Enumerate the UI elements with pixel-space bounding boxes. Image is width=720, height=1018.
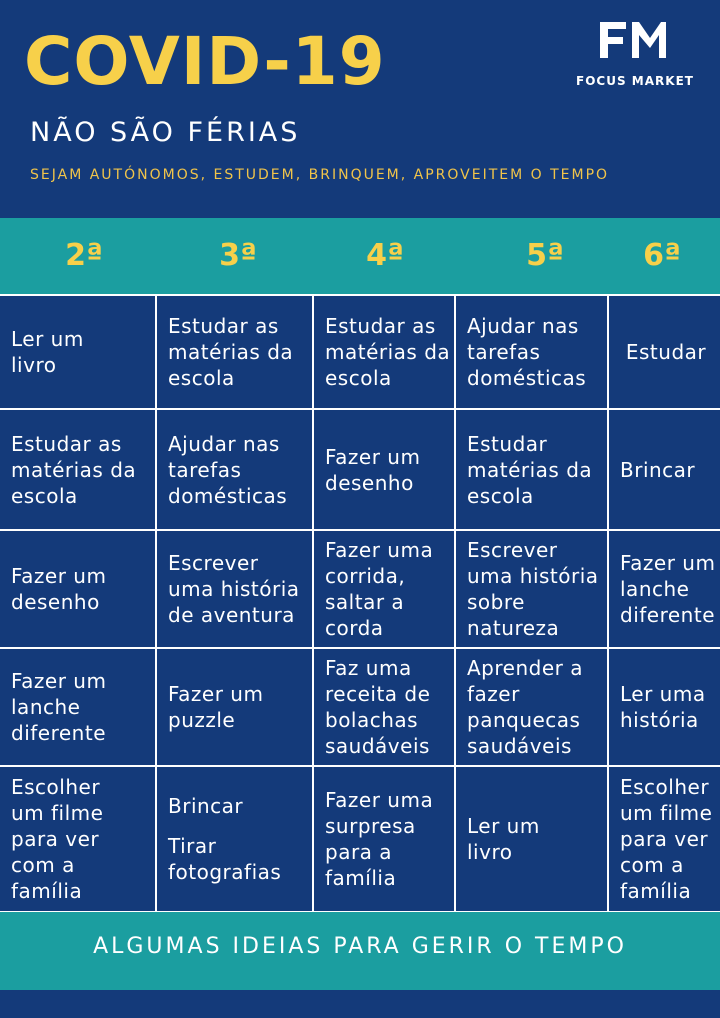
activity-text-line: um filme	[620, 801, 713, 825]
fm-logo-icon	[596, 18, 668, 62]
weekday-header: 6ª	[643, 238, 681, 273]
activity-text-line: Ler uma	[620, 682, 706, 706]
activity-text-line: escola	[11, 483, 78, 508]
activity-text-line: Fazer um	[11, 564, 107, 588]
activity-text-line: matérias da	[168, 340, 294, 364]
activity-text-line: história	[620, 708, 699, 732]
activity-text-line: livro	[467, 840, 513, 864]
activity-text-line: Brincar	[168, 794, 244, 818]
activity-text-line: livro	[11, 353, 57, 377]
activity-text-line: sobre	[467, 590, 525, 614]
activity-text-line: fotografias	[168, 860, 282, 884]
activity-text-line: Fazer uma	[325, 538, 434, 562]
activity-text-line: Estudar	[467, 431, 548, 456]
bottom-strip	[0, 990, 720, 1018]
activity-text-line: desenho	[11, 590, 100, 614]
activity-text-line: um filme	[11, 801, 104, 825]
activity-text-line: Aprender a	[467, 656, 583, 680]
activity-text-line: Ler um	[467, 814, 540, 838]
activity-text-line: Fazer um	[11, 669, 107, 693]
activity-text-line: Ajudar nas	[168, 431, 280, 456]
activity-text-line: Brincar	[620, 457, 696, 482]
activity-cell	[157, 410, 312, 529]
activity-text-line: puzzle	[168, 708, 236, 732]
activity-text-line: Fazer um	[168, 682, 264, 706]
activity-cell	[157, 531, 312, 647]
activity-text-line: Fazer uma	[325, 788, 434, 812]
activity-cell	[456, 649, 607, 765]
activity-text-line: de aventura	[168, 603, 295, 627]
activity-text-line: Estudar	[625, 340, 707, 364]
activity-text-line: Escolher	[11, 775, 101, 799]
activity-text-line: família	[620, 879, 692, 903]
activity-cell	[157, 649, 312, 765]
activity-text-line: saudáveis	[325, 734, 430, 758]
activity-text-line: escola	[168, 366, 235, 390]
activity-text-line: Ler um	[11, 327, 84, 351]
activity-text-line: fazer	[467, 682, 520, 706]
footer-text: ALGUMAS IDEIAS PARA GERIR O TEMPO	[93, 934, 627, 959]
activity-cell	[0, 410, 155, 529]
activity-cell	[609, 649, 720, 765]
activity-text-line: Estudar as	[325, 314, 436, 338]
activity-text-line: matérias da	[11, 457, 137, 482]
activity-text-line: matérias da	[467, 457, 593, 482]
activity-text-line: família	[325, 866, 397, 890]
activity-cell	[456, 767, 607, 911]
activity-text-line: Estudar as	[11, 431, 122, 456]
activity-text-line: receita de	[325, 682, 431, 706]
activity-text-line: uma história	[467, 564, 599, 588]
activity-cell	[456, 296, 607, 408]
activity-text-line: Estudar as	[168, 314, 279, 338]
activity-text-line: tarefas	[467, 340, 541, 364]
activity-cell	[609, 410, 720, 529]
activity-cell	[456, 410, 607, 529]
activity-text-line: Tirar	[168, 834, 217, 858]
activity-text-line: uma história	[168, 577, 300, 601]
activity-text-line: Ajudar nas	[467, 314, 579, 338]
weekday-header-bar	[0, 218, 720, 294]
activity-text-line: diferente	[620, 603, 716, 627]
activity-cell	[456, 531, 607, 647]
activity-cell	[609, 296, 720, 408]
activity-text-line: lanche	[11, 695, 81, 719]
weekday-header: 5ª	[526, 238, 564, 273]
activity-text-line: corrida,	[325, 564, 406, 588]
activity-text-line: para a	[325, 840, 393, 864]
activity-text-line: natureza	[467, 616, 560, 640]
activity-cell	[314, 767, 454, 911]
activity-text-line: Fazer um	[620, 551, 716, 575]
activity-cell	[0, 649, 155, 765]
activity-cell	[314, 649, 454, 765]
activity-text-line: saudáveis	[467, 734, 572, 758]
weekday-header: 3ª	[219, 238, 257, 273]
header	[0, 0, 720, 218]
activity-text-line: surpresa	[325, 814, 416, 838]
activity-cell	[0, 296, 155, 408]
activity-cell	[157, 296, 312, 408]
activity-cell	[314, 296, 454, 408]
activity-text-line: Escrever	[168, 551, 259, 575]
activity-cell	[314, 410, 454, 529]
activity-text-line: Faz uma	[325, 656, 412, 680]
weekday-header: 2ª	[65, 238, 103, 273]
tagline: SEJAM AUTÓNOMOS, ESTUDEM, BRINQUEM, APROVEITEM O TEMPO	[30, 167, 610, 183]
footer-bar	[0, 912, 720, 990]
activity-text-line: domésticas	[467, 366, 587, 390]
activity-cell	[0, 531, 155, 647]
activity-text-line: para ver	[11, 827, 100, 851]
activity-text-line: Escolher	[620, 775, 710, 799]
logo-text: FOCUS MARKET	[576, 74, 694, 88]
activity-text-line: domésticas	[168, 483, 288, 508]
activity-text-line: família	[11, 879, 83, 903]
activity-text-line: com a	[620, 853, 684, 877]
activity-text-line: Escrever	[467, 538, 558, 562]
weekday-header: 4ª	[366, 238, 404, 273]
page-title: COVID-19	[24, 23, 386, 100]
activity-text-line: saltar a	[325, 590, 405, 614]
activity-text-line: escola	[467, 483, 534, 508]
activity-cell	[0, 767, 155, 911]
line-gap	[168, 819, 304, 833]
activity-text-line: escola	[325, 366, 392, 390]
activity-cell	[314, 531, 454, 647]
activity-grid	[0, 294, 720, 912]
activity-text-line: panquecas	[467, 708, 581, 732]
activity-text-line: lanche	[620, 577, 690, 601]
activity-text-line: matérias da	[325, 340, 451, 364]
activity-cell	[609, 531, 720, 647]
activity-text-line: bolachas	[325, 708, 419, 732]
focus-market-logo	[560, 18, 710, 94]
activity-text-line: tarefas	[168, 457, 242, 482]
activity-cell	[157, 767, 312, 911]
activity-text-line: Fazer um	[325, 444, 421, 469]
activity-text-line: com a	[11, 853, 75, 877]
activity-text-line: diferente	[11, 721, 107, 745]
activity-text-line: corda	[325, 616, 384, 640]
page-subtitle: NÃO SÃO FÉRIAS	[30, 117, 301, 148]
activity-cell	[609, 767, 720, 911]
activity-text-line: desenho	[325, 470, 414, 495]
activity-text-line: para ver	[620, 827, 709, 851]
